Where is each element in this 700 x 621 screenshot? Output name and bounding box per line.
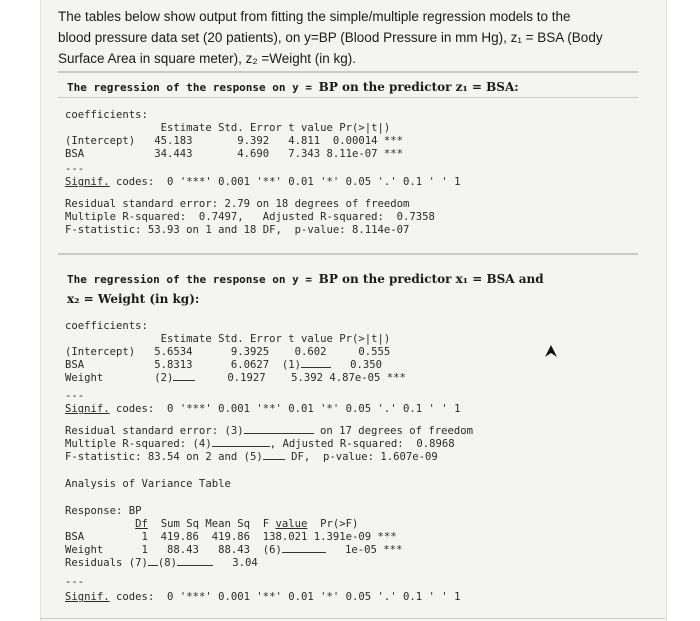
intro-text bbox=[58, 6, 618, 69]
divider-middle bbox=[58, 253, 638, 255]
divider-model1 bbox=[58, 97, 638, 98]
model2-row-intercept: (Intercept) 5.6534 9.3925 0.602 0.555 bbox=[65, 346, 391, 358]
model1-signif: Signif. codes: 0 '***' 0.001 '**' 0.01 '*' 0.05 '.' 0.1 ' ' 1 bbox=[65, 176, 461, 188]
anova-row-bsa: BSA 1 419.86 419.86 138.021 1.391e-09 *** bbox=[65, 531, 397, 543]
blank-6 bbox=[282, 552, 326, 553]
blank-8 bbox=[177, 565, 213, 566]
anova-title: Analysis of Variance Table bbox=[65, 478, 231, 490]
divider-top bbox=[58, 71, 638, 73]
intro-line-3: Surface Area in square meter), z₂ =Weight (in kg). bbox=[58, 51, 356, 66]
anova-row-residuals: Residuals (7) (8) 3.04 bbox=[65, 557, 258, 569]
anova-dashes: --- bbox=[65, 576, 85, 588]
intro-line-1: The tables below show output from fitting the simple/multiple regression models to the bbox=[58, 9, 571, 24]
anova-signif: Signif. codes: 0 '***' 0.001 '**' 0.01 '*' 0.05 '.' 0.1 ' ' 1 bbox=[65, 591, 461, 603]
model2-row-weight: Weight (2) 0.1927 5.392 4.87e-05 *** bbox=[65, 372, 406, 384]
model2-r-squared: Multiple R-squared: (4) , Adjusted R-squared: 0.8968 bbox=[65, 438, 455, 450]
blank-4 bbox=[212, 446, 270, 447]
model1-resid-se: Residual standard error: 2.79 on 18 degrees of freedom bbox=[65, 198, 410, 210]
cursor-arrow-icon bbox=[544, 344, 558, 358]
anova-row-weight: Weight 1 88.43 88.43 (6) 1e-05 *** bbox=[65, 544, 403, 556]
blank-3 bbox=[244, 433, 314, 434]
model1-dashes: --- bbox=[65, 163, 85, 175]
blank-1 bbox=[301, 367, 331, 368]
intro-line-2: blood pressure data set (20 patients), on y=BP (Blood Pressure in mm Hg), z₁ = BSA (Body bbox=[58, 30, 603, 45]
model2-resid-se: Residual standard error: (3) on 17 degrees of freedom bbox=[65, 425, 474, 437]
model2-heading: The regression of the response on y = BP on the predictor x₁ = BSA and bbox=[67, 272, 544, 286]
blank-5 bbox=[263, 459, 285, 460]
blank-7 bbox=[148, 565, 158, 566]
model2-heading-2: x₂ = Weight (in kg): bbox=[67, 292, 200, 306]
model1-coef-title: coefficients: bbox=[65, 109, 148, 121]
model2-row-bsa: BSA 5.8313 6.0627 (1) 0.350 bbox=[65, 359, 383, 371]
anova-response: Response: BP bbox=[65, 505, 142, 517]
divider-bottom bbox=[40, 618, 665, 619]
model2-coef-header: Estimate Std. Error t value Pr(>|t|) bbox=[65, 333, 391, 345]
model2-signif: Signif. codes: 0 '***' 0.001 '**' 0.01 '*' 0.05 '.' 0.1 ' ' 1 bbox=[65, 403, 461, 415]
model1-f-statistic: F-statistic: 53.93 on 1 and 18 DF, p-value: 8.114e-07 bbox=[65, 224, 410, 236]
model2-coef-title: coefficients: bbox=[65, 320, 148, 332]
model1-row-bsa: BSA 34.443 4.690 7.343 8.11e-07 *** bbox=[65, 148, 404, 160]
model1-r-squared: Multiple R-squared: 0.7497, Adjusted R-squared: 0.7358 bbox=[65, 211, 435, 223]
blank-2 bbox=[173, 380, 195, 381]
anova-header: Df Sum Sq Mean Sq F value Pr(>F) bbox=[135, 518, 359, 530]
model1-heading: The regression of the response on y = BP on the predictor z₁ = BSA: bbox=[67, 80, 519, 94]
model1-row-intercept: (Intercept) 45.183 9.392 4.811 0.00014 *** bbox=[65, 135, 404, 147]
model2-f-statistic: F-statistic: 83.54 on 2 and (5) DF, p-value: 1.607e-09 bbox=[65, 451, 438, 463]
model2-dashes: --- bbox=[65, 390, 85, 402]
model1-coef-header: Estimate Std. Error t value Pr(>|t|) bbox=[65, 122, 391, 134]
